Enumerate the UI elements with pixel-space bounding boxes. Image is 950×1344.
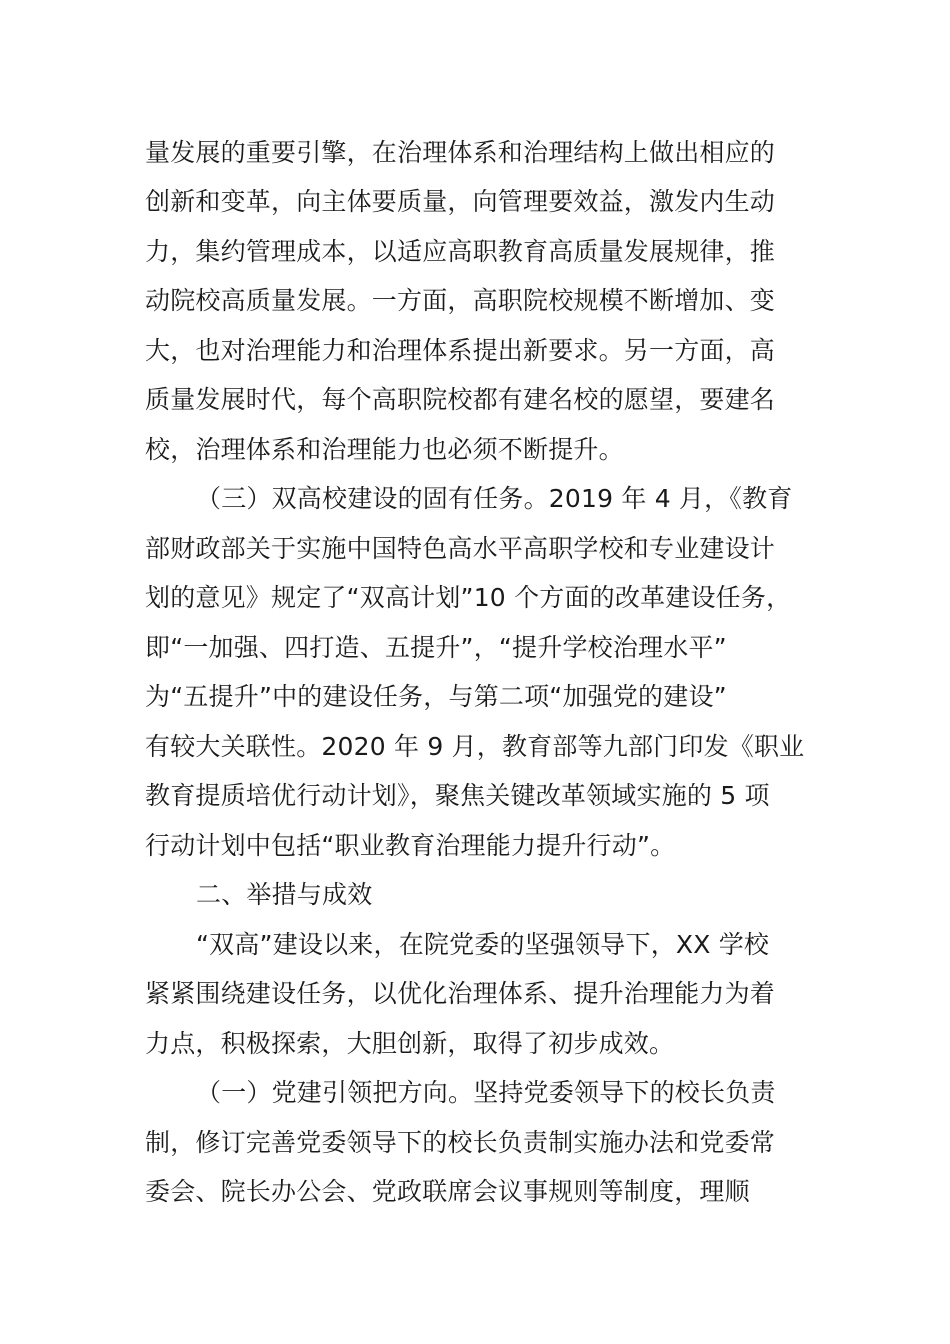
text-line: 有较大关联性。2020 年 9 月，教育部等九部门印发《职业 — [145, 732, 805, 761]
text-line: 校，治理体系和治理能力也必须不断提升。 — [145, 435, 624, 464]
text-line: 制，修订完善党委领导下的校长负责制实施办法和党委常 — [145, 1128, 776, 1157]
text-line: 创新和变革，向主体要质量，向管理要效益，激发内生动 — [145, 187, 776, 216]
text-line: 委会、院长办公会、党政联席会议事规则等制度，理顺 — [145, 1177, 750, 1206]
text-line: 力，集约管理成本，以适应高职教育高质量发展规律，推 — [145, 237, 776, 266]
text-line: 动院校高质量发展。一方面，高职院校规模不断增加、变 — [145, 286, 776, 315]
text-line: 即“一加强、四打造、五提升”，“提升学校治理水平” — [145, 633, 727, 662]
section-heading-2: 二、举措与成效 — [196, 880, 373, 909]
text-line: 质量发展时代，每个高职院校都有建名校的愿望，要建名 — [145, 385, 776, 414]
text-line: 教育提质培优行动计划》，聚焦关键改革领域实施的 5 项 — [145, 781, 770, 810]
text-line: 紧紧围绕建设任务，以优化治理体系、提升治理能力为着 — [145, 979, 776, 1008]
section-heading-1: （一）党建引领把方向。坚持党委领导下的校长负责 — [196, 1078, 776, 1107]
text-line: 量发展的重要引擎，在治理体系和治理结构上做出相应的 — [145, 138, 776, 167]
text-line: 划的意见》规定了“双高计划”10 个方面的改革建设任务， — [145, 583, 792, 612]
text-line: 大，也对治理能力和治理体系提出新要求。另一方面，高 — [145, 336, 776, 365]
text-line: 为“五提升”中的建设任务，与第二项“加强党的建设” — [145, 682, 727, 711]
text-line: 行动计划中包括“职业教育治理能力提升行动”。 — [145, 831, 676, 860]
text-line: 力点，积极探索，大胆创新，取得了初步成效。 — [145, 1029, 675, 1058]
text-line: “双高”建设以来，在院党委的坚强领导下，XX 学校 — [196, 930, 770, 959]
section-heading-3: （三）双高校建设的固有任务。2019 年 4 月，《教育 — [196, 484, 793, 513]
text-line: 部财政部关于实施中国特色高水平高职学校和专业建设计 — [145, 534, 776, 563]
